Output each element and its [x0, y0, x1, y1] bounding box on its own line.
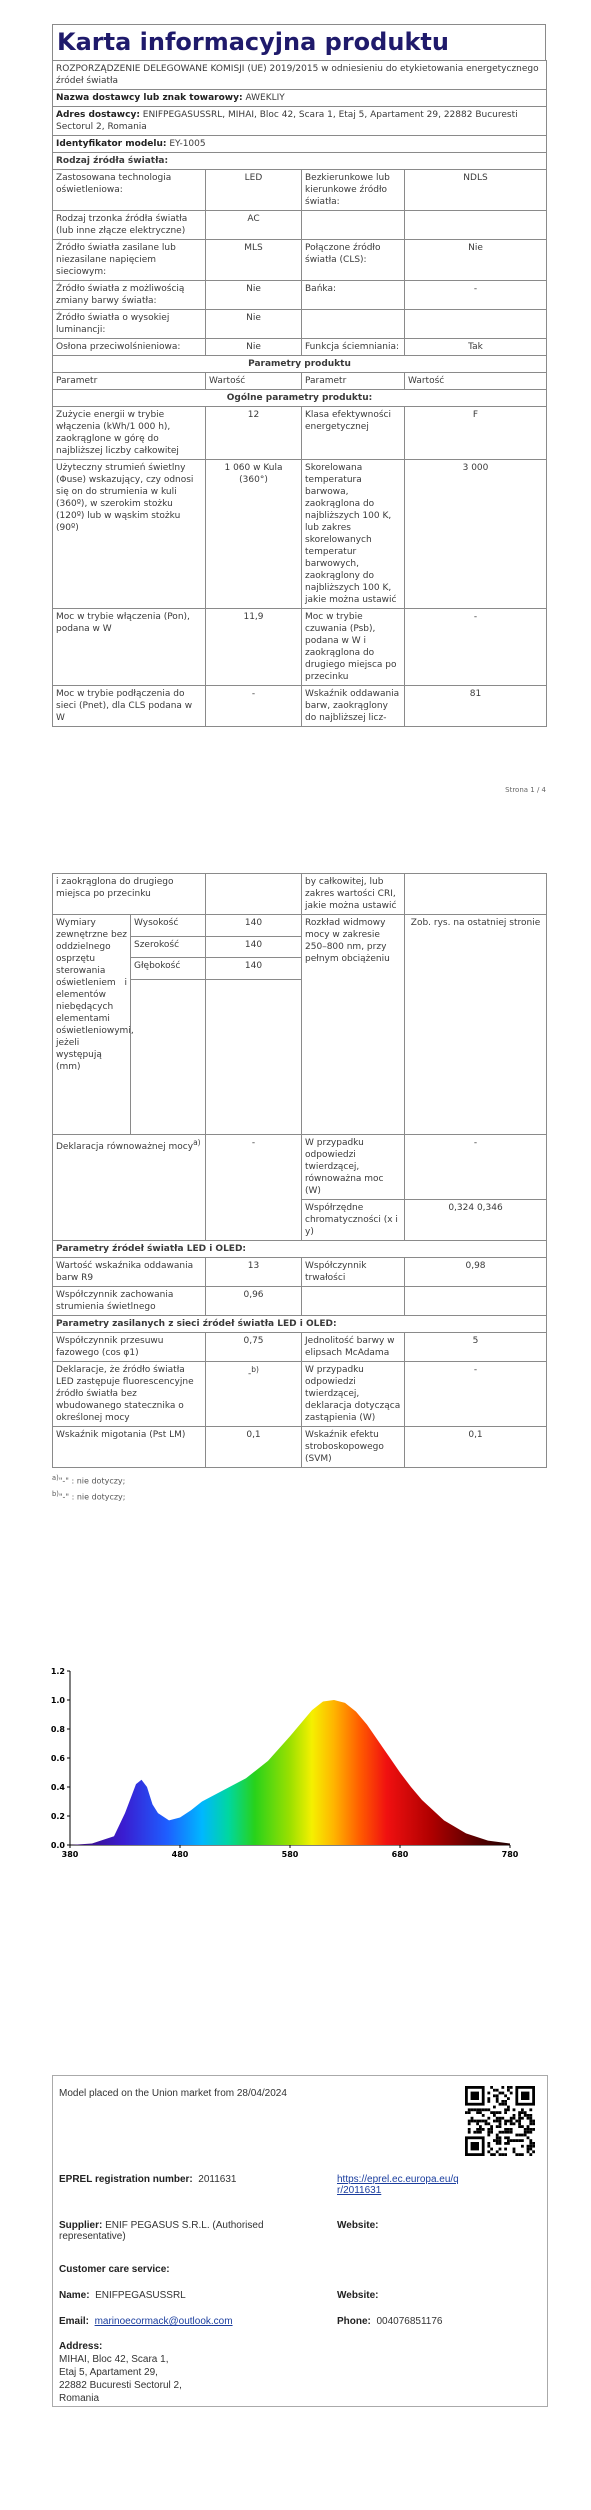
- param-label: Funkcja ściemniania:: [302, 339, 405, 356]
- param-value: -$^{b)}$: [206, 1362, 302, 1427]
- table-row: [53, 240, 547, 281]
- param-label: Wartość wskaźnika oddawania barw R9: [53, 1258, 206, 1287]
- name-value: ENIFPEGASUSSRL: [95, 2290, 186, 2301]
- col-header-value: Wartość: [405, 373, 547, 390]
- address-line: MIHAI, Bloc 42, Scara 1,: [59, 2354, 169, 2365]
- dimensions-label: Wymiary zewnętrzne bez oddzielnego osprzętu sterowania oświetleniem i elementów niebędących elementami oświetleniowymi, jeżeli występują (mm): [53, 915, 131, 1135]
- email-label: Email:: [59, 2316, 90, 2327]
- param-value: 3 000: [405, 460, 547, 609]
- table-row: [53, 339, 547, 356]
- qr-code-icon: [465, 2086, 535, 2156]
- phone-value: 004076851176: [376, 2316, 443, 2327]
- website-label: Website:: [337, 2220, 379, 2231]
- param-label: [302, 1287, 405, 1316]
- param-value: Nie: [206, 339, 302, 356]
- supplier-name-value: AWEKLIY: [245, 93, 285, 103]
- table-row: [53, 1333, 547, 1362]
- param-value: 1 060 w Kula (360°): [206, 460, 302, 609]
- product-params-heading: Parametry produktu: [53, 356, 547, 373]
- table-row: [53, 460, 547, 609]
- param-label: Bezkierunkowe lub kierunkowe źródło światła:: [302, 170, 405, 211]
- regulation-text: ROZPORZĄDZENIE DELEGOWANE KOMISJI (UE) 2019/2015 w odniesieniu do etykietowania energetycznego źródeł światła: [53, 61, 547, 90]
- eprel-card: [52, 2075, 548, 2407]
- mains-params-heading: Parametry zasilanych z sieci źródeł światła LED i OLED:: [53, 1316, 547, 1333]
- chromaticity-label: Współrzędne chromatyczności (x i y): [302, 1200, 405, 1241]
- email-link[interactable]: marinoecormack@outlook.com: [94, 2316, 233, 2327]
- param-value: 0,1: [206, 1427, 302, 1468]
- param-label: Połączone źródło światła (CLS):: [302, 240, 405, 281]
- footnote: $^{b)}$"-" : nie dotyczy;: [52, 1489, 126, 1502]
- param-label: Użyteczny strumień świetlny (Φuse) wskazujący, czy odnosi się on do strumienia w kuli (360º), w szerokim stożku (120º) lub w wąskim stożku (90º): [53, 460, 206, 609]
- dim-value: 140: [206, 958, 302, 980]
- y-tick-label: 1.2: [50, 1667, 65, 1676]
- footnote-mark: a): [193, 1138, 201, 1147]
- param-value: -: [405, 281, 547, 310]
- spectrum-area: [70, 1700, 510, 1845]
- dim-name: Szerokość: [131, 936, 206, 958]
- param-label: Osłona przeciwolśnieniowa:: [53, 339, 206, 356]
- param-value: 0,96: [206, 1287, 302, 1316]
- dim-value: 140: [206, 915, 302, 937]
- param-label: [302, 310, 405, 339]
- customer-care-label: Customer care service:: [59, 2264, 170, 2275]
- supplier-value: ENIF PEGASUS S.R.L. (Authorised representative): [59, 2220, 264, 2242]
- param-label: Rodzaj trzonka źródła światła (lub inne złącze elektryczne): [53, 211, 206, 240]
- y-tick-label: 0.8: [50, 1725, 65, 1734]
- param-value: 13: [206, 1258, 302, 1287]
- param-value: Nie: [206, 281, 302, 310]
- info-table: [52, 60, 547, 727]
- led-params-heading: Parametry źródeł światła LED i OLED:: [53, 1241, 547, 1258]
- param-label: Moc w trybie czuwania (Psb), podana w W i zaokrąglona do drugiego miejsca po przecinku: [302, 609, 405, 686]
- param-value: F: [405, 407, 547, 460]
- param-value: NDLS: [405, 170, 547, 211]
- param-label: Skorelowana temperatura barwowa, zaokrąglona do najbliższych 100 K, lub zakres skorelowanych temperatur barwowych, zaokrąglony do najbliższych 100 K, jakie można ustawić: [302, 460, 405, 609]
- param-label: Moc w trybie podłączenia do sieci (Pnet), dla CLS podana w W: [53, 686, 206, 727]
- address-line: Etaj 5, Apartament 29,: [59, 2367, 158, 2378]
- spectral-chart-svg: [40, 1655, 540, 1865]
- param-label: Jednolitość barwy w elipsach McAdama: [302, 1333, 405, 1362]
- directional-power-value: -: [405, 1135, 547, 1200]
- param-label: Wskaźnik oddawania barw, zaokrąglony do najbliższej licz-: [302, 686, 405, 727]
- param-label: Zastosowana technologia oświetleniowa:: [53, 170, 206, 211]
- col-header-param: Parametr: [53, 373, 206, 390]
- website-label: Website:: [337, 2290, 379, 2301]
- param-label: Współczynnik przesuwu fazowego (cos φ1): [53, 1333, 206, 1362]
- param-value: MLS: [206, 240, 302, 281]
- supplier-address-value: ENIFPEGASUSSRL, MIHAI, Bloc 42, Scara 1, Etaj 5, Apartament 29, 22882 Bucuresti Sectorul 2, Romania: [56, 110, 518, 132]
- dim-name: Wysokość: [131, 915, 206, 937]
- table-row: [53, 686, 547, 727]
- param-label: Wskaźnik migotania (Pst LM): [53, 1427, 206, 1468]
- phone-label: Phone:: [337, 2316, 371, 2327]
- param-label: Zużycie energii w trybie włączenia (kWh/1 000 h), zaokrąglone w górę do najbliższej liczby całkowitej: [53, 407, 206, 460]
- continued-left-text: i zaokrąglona do drugiego miejsca po przecinku: [53, 874, 206, 915]
- x-tick-label: 680: [391, 1850, 409, 1859]
- param-value: [405, 1287, 547, 1316]
- table-row: [53, 1427, 547, 1468]
- param-value: 81: [405, 686, 547, 727]
- param-value: LED: [206, 170, 302, 211]
- eprel-number: 2011631: [198, 2174, 237, 2185]
- light-source-type-heading: Rodzaj źródła światła:: [53, 153, 547, 170]
- eprel-link[interactable]: https://eprel.ec.europa.eu/qr/2011631: [337, 2174, 459, 2196]
- page-number: Strona 1 / 4: [505, 786, 546, 794]
- param-value: AC: [206, 211, 302, 240]
- x-tick-label: 580: [281, 1850, 299, 1859]
- general-params-heading: Ogólne parametry produktu:: [53, 390, 547, 407]
- spectral-value: Zob. rys. na ostatniej stronie: [405, 915, 547, 1135]
- param-value: -: [405, 609, 547, 686]
- market-date-text: Model placed on the Union market from 28/04/2024: [59, 2088, 287, 2099]
- spectral-label: Rozkład widmowy mocy w zakresie 250–800 nm, przy pełnym obciążeniu: [302, 915, 405, 1135]
- param-label: [302, 211, 405, 240]
- sheet-page-2: [52, 873, 546, 1503]
- directional-power-label: W przypadku odpowiedzi twierdzącej, równoważna moc (W): [302, 1135, 405, 1200]
- x-tick-label: 480: [171, 1850, 189, 1859]
- param-label: W przypadku odpowiedzi twierdzącej, deklaracja dotycząca zastąpienia (W): [302, 1362, 405, 1427]
- table-row: [53, 1287, 547, 1316]
- model-id-value: EY-1005: [169, 139, 206, 149]
- table-row: [53, 407, 547, 460]
- y-tick-label: 0.4: [50, 1783, 65, 1792]
- table-row: [53, 609, 547, 686]
- info-table-continued: [52, 873, 547, 1468]
- param-label: Bańka:: [302, 281, 405, 310]
- chromaticity-value: 0,324 0,346: [405, 1200, 547, 1241]
- param-value: [405, 310, 547, 339]
- col-header-value: Wartość: [206, 373, 302, 390]
- param-value: Nie: [206, 310, 302, 339]
- supplier-label: Supplier:: [59, 2220, 103, 2231]
- sheet-page-1: [52, 24, 546, 794]
- page-title: Karta informacyjna produktu: [52, 24, 546, 60]
- param-value: Nie: [405, 240, 547, 281]
- address-line: 22882 Bucuresti Sectorul 2,: [59, 2380, 182, 2391]
- param-label: Klasa efektywności energetycznej: [302, 407, 405, 460]
- address-label: Address:: [59, 2341, 103, 2352]
- y-tick-label: 0.6: [50, 1754, 65, 1763]
- param-label: Deklaracje, że źródło światła LED zastępuje fluorescencyjne źródło światła bez wbudowanego statecznika o określonej mocy: [53, 1362, 206, 1427]
- param-label: Wskaźnik efektu stroboskopowego (SVM): [302, 1427, 405, 1468]
- x-tick-label: 380: [61, 1850, 79, 1859]
- footnote-mark: b): [251, 1365, 259, 1374]
- table-row: [53, 211, 547, 240]
- equiv-power-value: -: [206, 1135, 302, 1241]
- table-row: [53, 1258, 547, 1287]
- table-row: [53, 1362, 547, 1427]
- y-tick-label: 0.0: [50, 1841, 65, 1850]
- param-value: 5: [405, 1333, 547, 1362]
- param-value: Tak: [405, 339, 547, 356]
- param-label: Źródło światła o wysokiej luminancji:: [53, 310, 206, 339]
- param-label: Źródło światła z możliwością zmiany barwy światła:: [53, 281, 206, 310]
- equiv-power-label: Deklaracja równoważnej mocy: [56, 1142, 194, 1152]
- name-label: Name:: [59, 2290, 90, 2301]
- dim-value: 140: [206, 936, 302, 958]
- param-value: -: [405, 1362, 547, 1427]
- footnote: $^{a)}$"-" : nie dotyczy;: [52, 1474, 126, 1486]
- param-value: 0,98: [405, 1258, 547, 1287]
- table-row: [53, 170, 547, 211]
- param-label: Źródło światła zasilane lub niezasilane napięciem sieciowym:: [53, 240, 206, 281]
- param-value: -: [206, 686, 302, 727]
- param-label: Współczynnik trwałości: [302, 1258, 405, 1287]
- col-header-param: Parametr: [302, 373, 405, 390]
- supplier-address-label: Adres dostawcy:: [56, 110, 140, 120]
- table-row: [53, 310, 547, 339]
- y-tick-label: 1.0: [50, 1696, 65, 1705]
- continued-right-text: by całkowitej, lub zakres wartości CRI, jakie można ustawić: [302, 874, 405, 915]
- param-label: Współczynnik zachowania strumienia świetlnego: [53, 1287, 206, 1316]
- param-value: 0,1: [405, 1427, 547, 1468]
- param-value: 11,9: [206, 609, 302, 686]
- spectral-chart: [40, 1655, 540, 1865]
- address-line: Romania: [59, 2393, 100, 2404]
- supplier-name-label: Nazwa dostawcy lub znak towarowy:: [56, 93, 243, 103]
- table-row: [53, 281, 547, 310]
- param-label: Moc w trybie włączenia (Pon), podana w W: [53, 609, 206, 686]
- dim-name: Głębokość: [131, 958, 206, 980]
- eprel-label: EPREL registration number:: [59, 2174, 193, 2185]
- y-tick-label: 0.2: [50, 1812, 65, 1821]
- footnotes: [52, 1472, 546, 1503]
- param-value: 12: [206, 407, 302, 460]
- param-value: 0,75: [206, 1333, 302, 1362]
- model-id-label: Identyfikator modelu:: [56, 139, 167, 149]
- x-tick-label: 780: [501, 1850, 519, 1859]
- param-value: [405, 211, 547, 240]
